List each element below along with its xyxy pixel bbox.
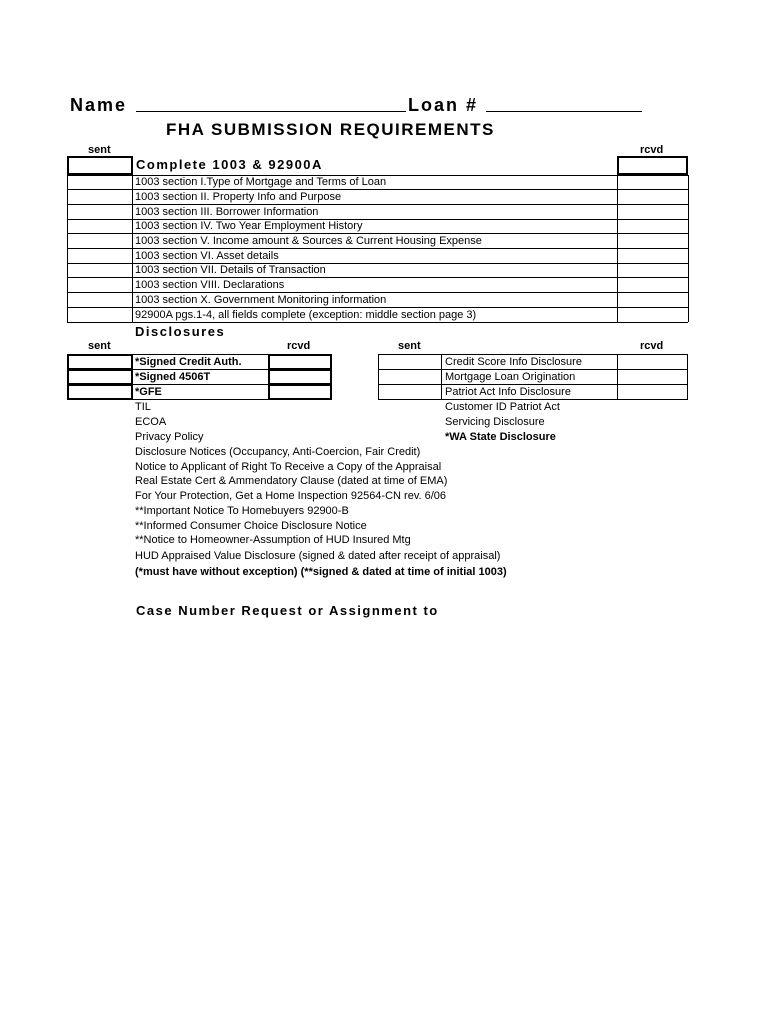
list-item: **Informed Consumer Choice Disclosure Notice	[135, 520, 367, 532]
table-row: 1003 section IV. Two Year Employment History	[135, 220, 363, 232]
loan-field-line[interactable]	[486, 111, 642, 112]
credit-score-disclosure-rcvd-checkbox[interactable]	[617, 354, 688, 370]
section-title-complete-1003: Complete 1003 & 92900A	[136, 157, 323, 172]
complete-1003-rcvd-checkbox[interactable]	[617, 156, 688, 175]
credit-score-disclosure-sent-checkbox[interactable]	[378, 354, 442, 370]
section-title-disclosures: Disclosures	[135, 324, 226, 339]
list-item: Disclosure Notices (Occupancy, Anti-Coercion, Fair Credit)	[135, 446, 421, 458]
name-label: Name	[70, 95, 128, 115]
disclosures-right-rcvd-header: rcvd	[640, 340, 664, 352]
sent-column-header: sent	[88, 144, 111, 156]
disclosure-item: Customer ID Patriot Act	[445, 401, 560, 413]
disclosure-item: Servicing Disclosure	[445, 416, 545, 428]
disclosure-item: *GFE	[135, 386, 162, 398]
name-field-line[interactable]	[136, 111, 406, 112]
table-row: 1003 section VIII. Declarations	[135, 279, 285, 291]
gfe-rcvd-checkbox[interactable]	[268, 384, 332, 400]
disclosures-left-rcvd-header: rcvd	[287, 340, 311, 352]
table-row: 92900A pgs.1-4, all fields complete (exception: middle section page 3)	[135, 309, 477, 321]
table-row: 1003 section III. Borrower Information	[135, 206, 319, 218]
signed-credit-auth-rcvd-checkbox[interactable]	[268, 354, 332, 370]
list-item: **Notice to Homeowner-Assumption of HUD Insured Mtg	[135, 534, 411, 546]
gfe-sent-checkbox[interactable]	[67, 384, 133, 400]
disclosure-item: *WA State Disclosure	[445, 431, 556, 443]
table-row: 1003 section VI. Asset details	[135, 250, 279, 262]
disclosure-item: ECOA	[135, 416, 167, 428]
disclosure-item: TIL	[135, 401, 151, 413]
table-row: 1003 section V. Income amount & Sources & Current Housing Expense	[135, 235, 482, 247]
rcvd-column-header: rcvd	[640, 144, 664, 156]
mortgage-loan-origination-rcvd-checkbox[interactable]	[617, 369, 688, 385]
disclosure-item: Privacy Policy	[135, 431, 204, 443]
footnote: (*must have without exception) (**signed & dated at time of initial 1003)	[135, 566, 507, 578]
list-item: **Important Notice To Homebuyers 92900-B	[135, 505, 349, 517]
page-title: FHA SUBMISSION REQUIREMENTS	[166, 120, 495, 139]
disclosure-item: Credit Score Info Disclosure	[445, 356, 582, 368]
list-item: For Your Protection, Get a Home Inspection 92564-CN rev. 6/06	[135, 490, 447, 502]
table-row: 1003 section I.Type of Mortgage and Terms of Loan	[135, 176, 387, 188]
disclosure-item: *Signed Credit Auth.	[135, 356, 242, 368]
list-item: HUD Appraised Value Disclosure (signed & dated after receipt of appraisal)	[135, 550, 501, 562]
signed-4506t-rcvd-checkbox[interactable]	[268, 369, 332, 385]
loan-label: Loan #	[408, 95, 479, 115]
list-item: Real Estate Cert & Ammendatory Clause (dated at time of EMA)	[135, 475, 448, 487]
signed-4506t-sent-checkbox[interactable]	[67, 369, 133, 385]
disclosure-item: *Signed 4506T	[135, 371, 211, 383]
complete-1003-sent-checkbox[interactable]	[67, 156, 133, 175]
table-row: 1003 section VII. Details of Transaction	[135, 264, 326, 276]
disclosures-right-sent-header: sent	[398, 340, 421, 352]
patriot-act-disclosure-sent-checkbox[interactable]	[378, 384, 442, 400]
disclosures-left-sent-header: sent	[88, 340, 111, 352]
disclosure-item: Patriot Act Info Disclosure	[445, 386, 571, 398]
patriot-act-disclosure-rcvd-checkbox[interactable]	[617, 384, 688, 400]
table-row: 1003 section X. Government Monitoring information	[135, 294, 387, 306]
table-row: 1003 section II. Property Info and Purpose	[135, 191, 342, 203]
case-number-label: Case Number Request or Assignment to	[136, 603, 439, 618]
signed-credit-auth-sent-checkbox[interactable]	[67, 354, 133, 370]
list-item: Notice to Applicant of Right To Receive a Copy of the Appraisal	[135, 461, 442, 473]
disclosure-item: Mortgage Loan Origination	[445, 371, 576, 383]
mortgage-loan-origination-sent-checkbox[interactable]	[378, 369, 442, 385]
